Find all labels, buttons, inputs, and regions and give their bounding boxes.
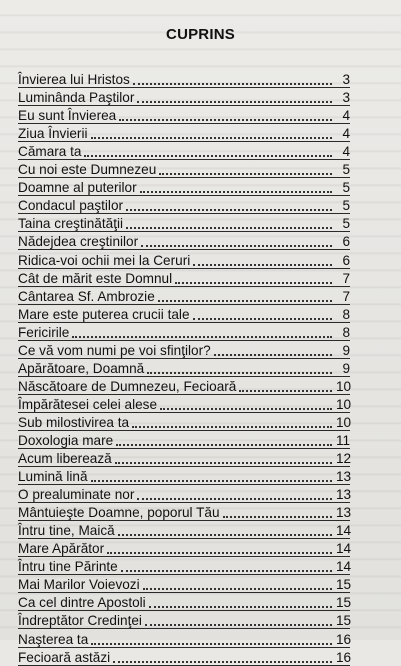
dot-leader	[113, 661, 332, 663]
toc-entry-title: Luminânda Paştilor	[18, 90, 135, 106]
toc-entry	[18, 196, 350, 214]
dot-leader	[133, 83, 332, 85]
dot-leader	[149, 606, 332, 608]
toc-entry	[18, 503, 350, 521]
dot-leader	[239, 390, 332, 392]
toc-entry	[18, 629, 350, 647]
toc-entry-title: Naşterea ta	[18, 631, 89, 647]
toc-entry-title: Fericirile	[18, 324, 70, 340]
dot-leader	[119, 119, 332, 121]
toc-entry-title: O prealuminate nor	[18, 487, 135, 503]
toc-entry	[18, 250, 350, 268]
toc-entry-title: Lumină lină	[18, 469, 88, 485]
toc-entry-page-number: 14	[336, 559, 352, 575]
toc-entry-title: Cămara ta	[18, 144, 82, 160]
toc-entry	[18, 70, 350, 88]
dot-leader	[91, 137, 332, 139]
dot-leader	[141, 245, 332, 247]
dot-leader	[137, 101, 332, 103]
dot-leader	[121, 570, 332, 572]
toc-entry	[18, 593, 350, 611]
toc-entry-title: Întru tine, Maică	[18, 523, 115, 539]
dot-leader	[175, 282, 332, 284]
toc-entry-page-number: 7	[342, 288, 350, 304]
toc-entry-page-number: 16	[336, 649, 352, 665]
dot-leader	[84, 155, 332, 157]
toc-entry-page-number: 6	[342, 234, 350, 250]
toc-entry-page-number: 14	[336, 523, 352, 539]
dot-leader	[137, 498, 332, 500]
toc-entry-page-number: 15	[336, 613, 352, 629]
dot-leader	[145, 624, 332, 626]
toc-entry-page-number: 5	[342, 162, 350, 178]
dot-leader	[115, 462, 332, 464]
toc-entry	[18, 395, 350, 413]
toc-entry-title: Apărătoare, Doamnă	[18, 360, 145, 376]
toc-entry-page-number: 10	[336, 396, 352, 412]
toc-entry	[18, 648, 350, 666]
toc-entry-page-number: 12	[336, 451, 352, 467]
toc-entry-page-number: 7	[342, 270, 350, 286]
toc-entry	[18, 449, 350, 467]
table-of-contents	[18, 70, 350, 666]
toc-entry	[18, 124, 350, 142]
dot-leader	[143, 588, 332, 590]
toc-entry-title: Cântarea Sf. Ambrozie	[18, 288, 155, 304]
dot-leader	[140, 191, 332, 193]
toc-entry-page-number: 3	[342, 72, 350, 88]
dot-leader	[160, 408, 332, 410]
toc-entry-page-number: 8	[342, 306, 350, 322]
dot-leader	[118, 534, 332, 536]
toc-entry-title: Eu sunt Învierea	[18, 108, 117, 124]
toc-entry	[18, 485, 350, 503]
dot-leader	[126, 227, 332, 229]
toc-entry	[18, 539, 350, 557]
toc-entry-page-number: 4	[342, 144, 350, 160]
toc-entry-page-number: 5	[342, 180, 350, 196]
toc-entry	[18, 88, 350, 106]
toc-entry-title: Mai Marilor Voievozi	[18, 577, 140, 593]
page-title: CUPRINS	[166, 26, 235, 43]
toc-entry-title: Învierea lui Hristos	[18, 72, 130, 88]
toc-entry-title: Mântuieşte Doamne, poporul Tău	[18, 505, 220, 521]
toc-entry-title: Ce vă vom numi pe voi sfinţilor?	[18, 342, 211, 358]
toc-entry	[18, 178, 350, 196]
toc-entry-title: Cu noi este Dumnezeu	[18, 162, 157, 178]
toc-entry-title: Cât de mărit este Domnul	[18, 270, 173, 286]
dot-leader	[193, 318, 332, 320]
toc-entry-title: Ca cel dintre Apostoli	[18, 595, 146, 611]
toc-entry-title: Ziua Învierii	[18, 126, 88, 142]
toc-entry	[18, 575, 350, 593]
toc-entry	[18, 341, 350, 359]
toc-entry	[18, 214, 350, 232]
dot-leader	[223, 516, 332, 518]
toc-entry	[18, 232, 350, 250]
dot-leader	[214, 354, 332, 356]
toc-entry-title: Taina creştinătăţii	[18, 216, 124, 232]
toc-entry	[18, 431, 350, 449]
toc-entry-title: Acum liberează	[18, 451, 112, 467]
toc-entry-page-number: 9	[342, 360, 350, 376]
toc-entry-page-number: 4	[342, 126, 350, 142]
dot-leader	[126, 209, 332, 211]
toc-entry-title: Îndreptător Credinţei	[18, 613, 142, 629]
toc-entry-title: Ridica-voi ochii mei la Ceruri	[18, 252, 191, 268]
dot-leader	[147, 372, 332, 374]
toc-entry-title: Fecioară astăzi	[18, 649, 111, 665]
dot-leader	[116, 444, 332, 446]
toc-entry	[18, 467, 350, 485]
toc-entry-page-number: 13	[336, 505, 352, 521]
toc-entry-page-number: 10	[336, 378, 352, 394]
toc-entry	[18, 611, 350, 629]
toc-entry-title: Nădejdea creştinilor	[18, 234, 139, 250]
toc-entry-page-number: 8	[342, 324, 350, 340]
toc-entry-title: Mare este puterea crucii tale	[18, 306, 190, 322]
toc-entry-title: Împărătesei celei alese	[18, 396, 158, 412]
toc-entry-title: Născătoare de Dumnezeu, Fecioară	[18, 378, 237, 394]
toc-entry	[18, 413, 350, 431]
dot-leader	[72, 336, 332, 338]
toc-entry-title: Sub milostivirea ta	[18, 414, 130, 430]
dot-leader	[91, 480, 332, 482]
toc-entry-page-number: 4	[342, 108, 350, 124]
toc-entry-page-number: 10	[336, 414, 352, 430]
toc-entry	[18, 269, 350, 287]
toc-entry	[18, 323, 350, 341]
dot-leader	[193, 264, 332, 266]
toc-entry	[18, 287, 350, 305]
toc-entry-title: Doamne al puterilor	[18, 180, 137, 196]
toc-entry	[18, 521, 350, 539]
toc-entry-page-number: 15	[336, 595, 352, 611]
toc-entry-page-number: 9	[342, 342, 350, 358]
toc-entry-title: Întru tine Părinte	[18, 559, 118, 575]
toc-entry-page-number: 11	[336, 432, 351, 448]
dot-leader	[158, 300, 332, 302]
dot-leader	[132, 426, 332, 428]
toc-entry	[18, 142, 350, 160]
toc-entry	[18, 557, 350, 575]
toc-entry-title: Condacul paştilor	[18, 198, 124, 214]
dot-leader	[107, 552, 332, 554]
toc-entry-page-number: 14	[336, 541, 352, 557]
toc-entry	[18, 377, 350, 395]
toc-entry-page-number: 16	[336, 631, 352, 647]
toc-entry-page-number: 13	[336, 469, 352, 485]
toc-entry-page-number: 6	[342, 252, 350, 268]
toc-entry-page-number: 5	[342, 198, 350, 214]
toc-entry-title: Doxologia mare	[18, 432, 114, 448]
dot-leader	[91, 643, 332, 645]
toc-entry-page-number: 15	[336, 577, 352, 593]
toc-entry	[18, 106, 350, 124]
toc-entry-page-number: 5	[342, 216, 350, 232]
dot-leader	[159, 173, 332, 175]
toc-entry-title: Mare Apărător	[18, 541, 105, 557]
toc-entry	[18, 359, 350, 377]
toc-entry	[18, 160, 350, 178]
toc-entry-page-number: 13	[336, 487, 352, 503]
toc-entry-page-number: 3	[342, 90, 350, 106]
toc-entry	[18, 305, 350, 323]
